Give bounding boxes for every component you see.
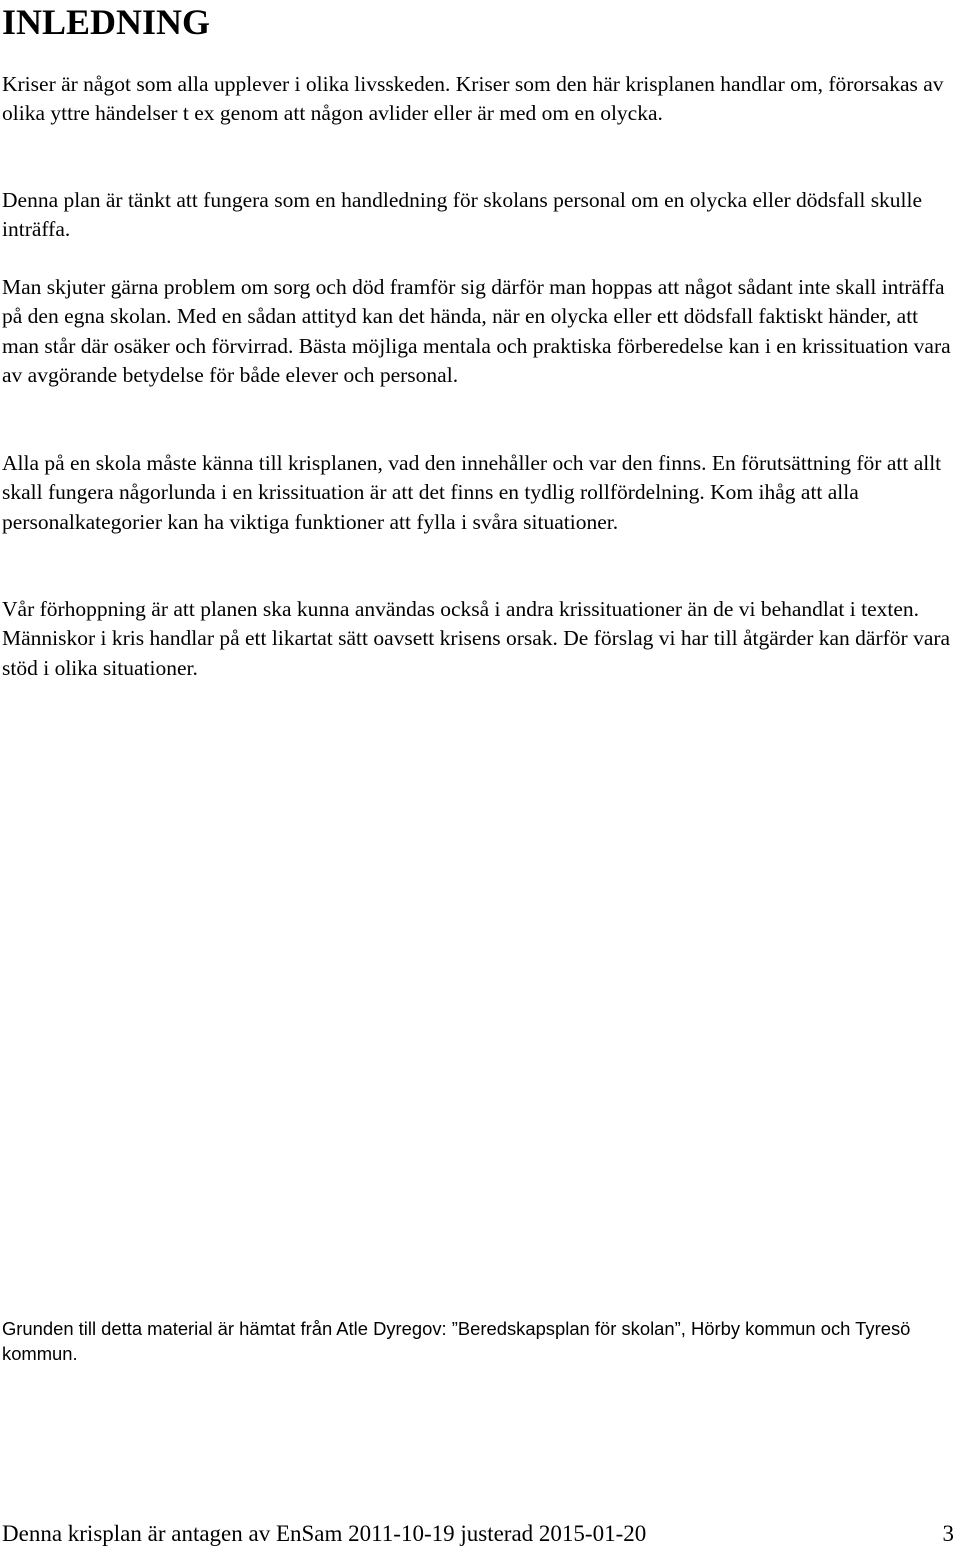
paragraph-other-crises: Vår förhoppning är att planen ska kunna användas också i andra krissituationer än de vi behandlat i texten. Människor i kris handlar på ett likartat sätt oavsett krisens orsak. De förslag vi har till åtgärder kan därför vara stöd i olika situationer. xyxy=(2,597,951,680)
paragraph-preparation: Man skjuter gärna problem om sorg och död framför sig därför man hoppas att något sådant inte skall inträffa på den egna skolan. Med en sådan attityd kan det hända, när en olycka eller ett dödsfall faktiskt händer, att man står där osäker och förvirrad. Bästa möjliga mentala och praktiska förberedelse kan i en krissituation vara av avgörande betydelse för både elever och personal. xyxy=(2,275,951,387)
footer-text: Denna krisplan är antagen av EnSam 2011-10-19 justerad 2015-01-20 xyxy=(2,1521,647,1546)
page-footer xyxy=(2,1520,954,1548)
paragraph-roles: Alla på en skola måste känna till krisplanen, vad den innehåller och var den finns. En förutsättning för att allt skall fungera någorlunda i en krissituation är att det finns en tydlig rollfördelning. Kom ihåg att alla personalkategorier kan ha viktiga funktioner att fylla i svåra situationer. xyxy=(2,451,942,534)
paragraph-purpose: Denna plan är tänkt att fungera som en handledning för skolans personal om en olycka eller dödsfall skulle inträffa. xyxy=(2,188,923,242)
page-number: 3 xyxy=(942,1521,954,1546)
page-heading: INLEDNING xyxy=(2,2,211,42)
paragraph-intro: Kriser är något som alla upplever i olika livsskeden. Kriser som den här krisplanen handlar om, förorsakas av olika yttre händelser t ex genom att någon avlider eller är med om en olycka. xyxy=(2,72,944,126)
source-note: Grunden till detta material är hämtat från Atle Dyregov: ”Beredskapsplan för skolan”, Hörby kommun och Tyresö kommun. xyxy=(2,1318,911,1364)
